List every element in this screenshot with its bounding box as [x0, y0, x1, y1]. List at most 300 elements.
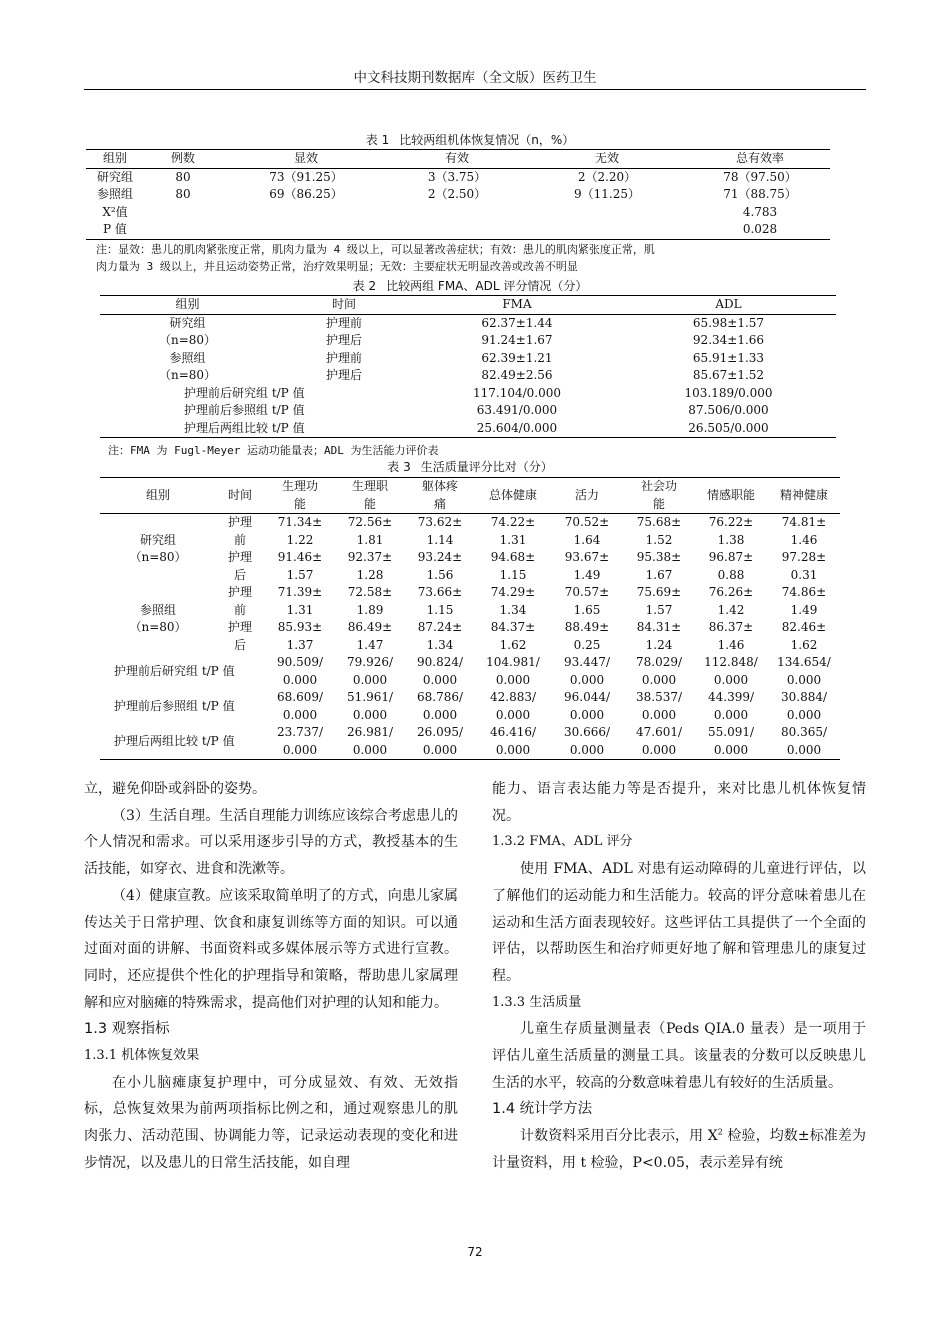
- cell-line: 0.000: [713, 742, 749, 757]
- cell-line: 96.044/: [563, 690, 611, 704]
- cell-line: 1.42: [717, 602, 745, 617]
- cell-line: 72.58±: [347, 585, 393, 599]
- left-paragraph-3: （4）健康宣教。应该采取简单明了的方式，向患儿家属传达关于日常护理、饮食和康复训练等方面的知识。可以通过面对面的讲解、书面资料或多媒体展示等方式进行宣教。同时，还应提供个性化的护理指导和策略，帮助患儿家属理解和应对脑瘫的特殊需求，提高他们对护理的认知和能力。: [84, 887, 458, 1011]
- cell-line: 74.29±: [490, 585, 536, 599]
- table3-header-row: [100, 478, 840, 514]
- table2-note: 注：FMA 为 Fugl-Meyer 运动功能量表；ADL 为生活能力评价表: [108, 444, 439, 457]
- cell-line: 93.67±: [564, 550, 610, 564]
- cell-line: 1.57: [645, 602, 673, 617]
- cell-line: 1.34: [426, 637, 454, 652]
- table3-cell: [264, 689, 336, 724]
- cell-line: 0.000: [641, 672, 677, 687]
- table3-cell: [768, 549, 840, 584]
- table3-group-cell: [100, 584, 216, 654]
- cell-line: 1.24: [645, 637, 673, 652]
- table3-caption-no: 表 3: [387, 460, 411, 474]
- table3-stat-label: 护理后两组比较 t/P 值: [100, 724, 264, 760]
- table2-stat-row: [100, 385, 836, 403]
- table1-cell: 69（86.25）: [269, 187, 343, 201]
- table2-cell: （n=80）: [158, 333, 217, 348]
- cell-line: 90.824/: [416, 655, 464, 669]
- table3-cell: [404, 619, 476, 654]
- cell-line: 前: [233, 532, 246, 547]
- table2-header-row: [100, 296, 836, 315]
- cell-line: 90.509/: [276, 655, 324, 669]
- cell-line: 74.86±: [781, 585, 827, 599]
- cell-line: 0.000: [786, 742, 822, 757]
- cell-line: 护理: [227, 620, 252, 634]
- cell-line: 71.34±: [277, 515, 323, 529]
- cell-line: 能: [652, 496, 665, 511]
- table3-time-cell: [216, 514, 264, 550]
- cell-line: 0.000: [282, 742, 318, 757]
- table1-note-line2: 肉力量为 3 级以上，并且运动姿势正常，治疗效果明显；无效：主要症状无明显改善或改善不明显: [96, 260, 578, 273]
- table2-cell: 65.98±1.57: [692, 315, 765, 330]
- cell-line: 104.981/: [486, 655, 540, 669]
- subsection-heading-1-3-3: 1.3.3 生活质量: [492, 994, 582, 1010]
- cell-line: 1.31: [499, 532, 527, 547]
- table1-cell: [524, 204, 690, 222]
- table2-cell: 26.505/0.000: [621, 420, 836, 438]
- table3-cell: [336, 514, 404, 550]
- table3-cell: [476, 724, 550, 760]
- table3-cell: [550, 584, 624, 619]
- cell-line: 1.31: [286, 602, 314, 617]
- table3-cell: [476, 549, 550, 584]
- table3-header-cell: 总体健康: [476, 478, 550, 514]
- table3-cell: [336, 619, 404, 654]
- cell-line: 护理: [227, 585, 252, 599]
- table3-caption-text: 生活质量评分比对（分）: [420, 460, 553, 474]
- table3-cell: [624, 689, 694, 724]
- table2-cell: 护理后: [325, 333, 362, 348]
- cell-line: 68.609/: [276, 690, 324, 704]
- table1-cell: 80: [175, 187, 191, 201]
- cell-line: 46.416/: [489, 725, 537, 739]
- table1-cell: 2（2.20）: [577, 169, 637, 184]
- cell-line: 1.56: [426, 567, 454, 582]
- table3-cell: [624, 619, 694, 654]
- table2-cell: 91.24±1.67: [481, 333, 553, 348]
- table3-cell: [550, 689, 624, 724]
- table3-cell: [476, 654, 550, 689]
- cell-line: 93.447/: [563, 655, 611, 669]
- table3-cell: [768, 584, 840, 619]
- table3-cell: [404, 549, 476, 584]
- table3-cell: [476, 514, 550, 550]
- cell-line: 1.52: [645, 532, 673, 547]
- table2-header-cell: 组别: [100, 296, 275, 315]
- cell-line: 30.884/: [780, 690, 828, 704]
- table3-cell: [624, 549, 694, 584]
- table1-header-cell: 有效: [390, 150, 524, 169]
- table1-note-line1: 注：显效：患儿的肌肉紧张度正常，肌肉力量为 4 级以上，可以显著改善症状；有效：患儿的肌肉紧张度正常，肌: [96, 243, 655, 256]
- table3-cell: [550, 724, 624, 760]
- cell-line: 1.67: [645, 567, 673, 582]
- cell-line: 70.57±: [564, 585, 610, 599]
- table2-cell: 92.34±1.66: [692, 333, 765, 348]
- cell-line: 护理: [227, 550, 252, 564]
- left-paragraph-1: 立，避免仰卧或斜卧的姿势。: [84, 781, 266, 797]
- chi-square-superscript: 2: [717, 1127, 723, 1137]
- right-paragraph-4-part-b: 检验，均数±标准差为计量资料，用 t 检验，P<0.05，表示差异有统: [492, 1128, 866, 1171]
- table3-time-cell: [216, 584, 264, 619]
- table1-cell: [222, 204, 390, 222]
- cell-line: 0.000: [569, 742, 605, 757]
- cell-line: 85.93±: [277, 620, 323, 634]
- running-header: 中文科技期刊数据库（全文版）医药卫生: [353, 70, 597, 86]
- table3-cell: [264, 619, 336, 654]
- table1-body: [86, 150, 830, 240]
- table3-cell: [694, 619, 768, 654]
- cell-line: 0.88: [717, 567, 745, 582]
- table3-cell: [336, 654, 404, 689]
- cell-line: 能: [363, 496, 376, 511]
- cell-line: 0.000: [569, 672, 605, 687]
- cell-line: 75.68±: [636, 515, 682, 529]
- table3-cell: [624, 584, 694, 619]
- cell-line: （n=80）: [129, 620, 187, 634]
- cell-line: 1.49: [790, 602, 818, 617]
- cell-line: 社会功: [640, 479, 677, 493]
- cell-line: 26.981/: [346, 725, 394, 739]
- cell-line: 75.69±: [636, 585, 682, 599]
- table2-cell: （n=80）: [158, 368, 217, 383]
- table1-cell: 78（97.50）: [723, 169, 797, 184]
- table3-row: [100, 514, 840, 550]
- table3-caption: [84, 458, 866, 475]
- cell-line: 95.38±: [636, 550, 682, 564]
- table2-cell: 研究组: [169, 315, 206, 330]
- cell-line: 0.000: [282, 707, 318, 722]
- table1-header-row: [86, 150, 830, 169]
- cell-line: 30.666/: [563, 725, 611, 739]
- cell-line: 70.52±: [564, 515, 610, 529]
- table3-cell: [404, 724, 476, 760]
- cell-line: 后: [233, 567, 246, 582]
- cell-line: 0.000: [352, 742, 388, 757]
- cell-line: 92.37±: [347, 550, 393, 564]
- cell-line: 76.26±: [708, 585, 754, 599]
- cell-line: 112.848/: [704, 655, 758, 669]
- table1-cell: 参照组: [96, 187, 133, 201]
- cell-line: 前: [233, 602, 246, 617]
- right-column: [492, 776, 866, 1177]
- cell-line: 1.47: [356, 637, 384, 652]
- cell-line: 0.000: [495, 707, 531, 722]
- table1-cell: [390, 221, 524, 239]
- cell-line: 38.537/: [635, 690, 683, 704]
- cell-line: 76.22±: [708, 515, 754, 529]
- table1-cell: 9（11.25）: [574, 187, 640, 201]
- subsection-heading-1-3-2: 1.3.2 FMA、ADL 评分: [492, 834, 633, 850]
- table1-cell: X²值: [102, 204, 128, 219]
- cell-line: 1.15: [426, 602, 454, 617]
- table2-cell: 117.104/0.000: [472, 385, 562, 400]
- table1-note: [96, 241, 856, 275]
- cell-line: 1.57: [286, 567, 314, 582]
- cell-line: 参照组: [139, 602, 176, 617]
- table2-cell: 25.604/0.000: [413, 420, 621, 438]
- cell-line: 82.46±: [781, 620, 827, 634]
- table2-row: [100, 332, 836, 350]
- table1-cell: P 值: [86, 221, 144, 239]
- cell-line: 84.37±: [490, 620, 536, 634]
- cell-line: 55.091/: [707, 725, 755, 739]
- cell-line: 0.000: [352, 672, 388, 687]
- left-paragraph-2: （3）生活自理。生活自理能力训练应该综合考虑患儿的个人情况和需求。可以采用逐步引导的方式，教授基本的生活技能，如穿衣、进食和洗漱等。: [84, 807, 458, 878]
- table3-header-group: 组别: [100, 478, 216, 514]
- table3-cell: [768, 514, 840, 550]
- table2-caption-text: 比较两组 FMA、ADL 评分情况（分）: [386, 279, 588, 293]
- cell-line: 88.49±: [564, 620, 610, 634]
- table2-cell: 护理前: [325, 350, 362, 365]
- table3-cell: [264, 654, 336, 689]
- table1-cell: 80: [175, 169, 191, 184]
- table1-header-cell: 显效: [222, 150, 390, 169]
- table3-cell: [694, 724, 768, 760]
- table3-cell: [768, 724, 840, 760]
- table3-cell: [476, 619, 550, 654]
- table3-cell: [404, 654, 476, 689]
- cell-line: 87.24±: [417, 620, 463, 634]
- table2-row: [100, 314, 836, 332]
- table3-header-cell: 精神健康: [768, 478, 840, 514]
- cell-line: 1.89: [356, 602, 384, 617]
- table3-time-cell: [216, 549, 264, 584]
- table2-row: [100, 350, 836, 368]
- table3-cell: [768, 654, 840, 689]
- table1-row: [86, 186, 830, 204]
- table1-cell: 2（2.50）: [427, 187, 487, 201]
- cell-line: 79.926/: [346, 655, 394, 669]
- table3-cell: [550, 654, 624, 689]
- cell-line: 23.737/: [276, 725, 324, 739]
- table3-cell: [264, 514, 336, 550]
- table1-header-cell: 组别: [86, 150, 144, 169]
- cell-line: 74.81±: [781, 515, 827, 529]
- table2-cell: 参照组: [169, 350, 206, 365]
- cell-line: 0.25: [573, 637, 601, 652]
- table3-header-cell: [404, 478, 476, 514]
- table1-cell: 3（3.75）: [427, 169, 487, 184]
- table2: [100, 295, 836, 438]
- cell-line: 1.46: [717, 637, 745, 652]
- cell-line: 134.654/: [777, 655, 831, 669]
- cell-line: 护理: [227, 515, 252, 529]
- cell-line: 26.095/: [416, 725, 464, 739]
- table3-cell: [404, 584, 476, 619]
- cell-line: 93.24±: [417, 550, 463, 564]
- table2-cell: 82.49±2.56: [481, 368, 553, 383]
- table3-cell: [476, 584, 550, 619]
- table3-cell: [336, 549, 404, 584]
- cell-line: 0.31: [790, 567, 818, 582]
- table1-cell: 73（91.25）: [269, 169, 343, 184]
- table1: [86, 149, 830, 240]
- table2-stat-label: 护理前后参照组 t/P 值: [184, 403, 305, 418]
- table3-header-cell: 活力: [550, 478, 624, 514]
- table2-stat-label: 护理前后研究组 t/P 值: [184, 385, 305, 400]
- table3-cell: [624, 514, 694, 550]
- table3-cell: [694, 549, 768, 584]
- cell-line: 94.68±: [490, 550, 536, 564]
- table3-header-cell: [624, 478, 694, 514]
- cell-line: 0.000: [422, 672, 458, 687]
- cell-line: 1.15: [499, 567, 527, 582]
- table2-cell: 87.506/0.000: [688, 403, 769, 418]
- section-heading-1-4: 1.4 统计学方法: [492, 1101, 593, 1118]
- table3-cell: [264, 724, 336, 760]
- cell-line: 0.000: [786, 672, 822, 687]
- table3-cell: [768, 619, 840, 654]
- cell-line: 躯体疼: [421, 479, 458, 493]
- cell-line: 0.000: [713, 672, 749, 687]
- table3-header-time: 时间: [216, 478, 264, 514]
- table3-cell: [768, 689, 840, 724]
- cell-line: 0.000: [569, 707, 605, 722]
- table1-row: [86, 221, 830, 239]
- table3-cell: [694, 689, 768, 724]
- table3-time-cell: [216, 619, 264, 654]
- table2-row: [100, 367, 836, 385]
- cell-line: 生理功: [281, 479, 318, 493]
- table1-cell: 0.028: [690, 221, 830, 239]
- table3-cell: [694, 584, 768, 619]
- table3-cell: [550, 549, 624, 584]
- right-paragraph-2: 使用 FMA、ADL 对患有运动障碍的儿童进行评估，以了解他们的运动能力和生活能力。较高的评分意味着患儿在运动和生活方面表现较好。这些评估工具提供了一个全面的评估，以帮助医生和治疗师更好地了解和管理患儿的康复过程。: [492, 861, 866, 984]
- cell-line: 1.46: [790, 532, 818, 547]
- cell-line: 80.365/: [780, 725, 828, 739]
- cell-line: 0.000: [495, 742, 531, 757]
- cell-line: 0.000: [713, 707, 749, 722]
- cell-line: 47.601/: [635, 725, 683, 739]
- table3-group-cell: [100, 514, 216, 585]
- cell-line: 0.000: [282, 672, 318, 687]
- table3-cell: [624, 654, 694, 689]
- cell-line: 0.000: [786, 707, 822, 722]
- table3-cell: [476, 689, 550, 724]
- cell-line: 0.000: [352, 707, 388, 722]
- table3-cell: [694, 654, 768, 689]
- cell-line: 96.87±: [708, 550, 754, 564]
- cell-line: 73.66±: [417, 585, 463, 599]
- table2-stat-label: 护理后两组比较 t/P 值: [100, 420, 413, 438]
- cell-line: 1.14: [426, 532, 454, 547]
- left-column: [84, 776, 458, 1177]
- cell-line: 0.000: [641, 707, 677, 722]
- cell-line: （n=80）: [129, 550, 187, 564]
- table2-cell: 63.491/0.000: [476, 403, 558, 418]
- table1-row: [86, 168, 830, 186]
- cell-line: 84.31±: [636, 620, 682, 634]
- table2-header-cell: 时间: [275, 296, 413, 315]
- cell-line: 1.81: [356, 532, 384, 547]
- table3-stat-row: [100, 654, 840, 689]
- right-paragraph-1: 能力、语言表达能力等是否提升，来对比患儿机体恢复情况。: [492, 781, 866, 824]
- table3-cell: [624, 724, 694, 760]
- table1-header-cell: 无效: [524, 150, 690, 169]
- table2-cell: 62.37±1.44: [481, 315, 553, 330]
- table3-row: [100, 584, 840, 619]
- table1-cell: [144, 204, 222, 222]
- table2-cell: 护理前: [325, 315, 362, 330]
- cell-line: 51.961/: [346, 690, 394, 704]
- right-paragraph-4: [492, 1123, 866, 1176]
- table3-stat-row: [100, 689, 840, 724]
- cell-line: 42.883/: [489, 690, 537, 704]
- cell-line: 1.64: [573, 532, 601, 547]
- cell-line: 86.49±: [347, 620, 393, 634]
- cell-line: 74.22±: [490, 515, 536, 529]
- table3-header-cell: [264, 478, 336, 514]
- table2-cell: 85.67±1.52: [692, 368, 765, 383]
- table3-cell: [264, 549, 336, 584]
- cell-line: 1.28: [356, 567, 384, 582]
- section-heading-1-3: 1.3 观察指标: [84, 1021, 170, 1038]
- cell-line: 73.62±: [417, 515, 463, 529]
- table2-header-cell: FMA: [413, 296, 621, 315]
- table2-cell: 65.91±1.33: [692, 350, 765, 365]
- cell-line: 91.46±: [277, 550, 323, 564]
- cell-line: 0.000: [641, 742, 677, 757]
- cell-line: 78.029/: [635, 655, 683, 669]
- table3-stat-label: 护理前后参照组 t/P 值: [114, 698, 235, 713]
- cell-line: 生理职: [351, 479, 388, 493]
- cell-line: 1.22: [286, 532, 314, 547]
- table1-caption-text: 比较两组机体恢复情况（n，%）: [399, 133, 575, 147]
- table2-cell: 62.39±1.21: [481, 350, 553, 365]
- table2-body: [100, 296, 836, 438]
- table3-cell: [336, 584, 404, 619]
- cell-line: 1.34: [499, 602, 527, 617]
- cell-line: 0.000: [422, 742, 458, 757]
- table1-cell: [222, 221, 390, 239]
- cell-line: 1.37: [286, 637, 314, 652]
- cell-line: 72.56±: [347, 515, 393, 529]
- table2-cell: 护理后: [325, 368, 362, 383]
- table1-row: [86, 204, 830, 222]
- table2-stat-row: [100, 402, 836, 420]
- table2-cell: 103.189/0.000: [684, 385, 773, 400]
- page-number: 72: [467, 1245, 483, 1259]
- cell-line: 1.65: [573, 602, 601, 617]
- right-paragraph-3: 儿童生存质量测量表（Peds QIA.0 量表）是一项用于评估儿童生活质量的测量工具。该量表的分数可以反映患儿生活的水平，较高的分数意味着患儿有较好的生活质量。: [492, 1021, 866, 1091]
- table3-header-cell: [336, 478, 404, 514]
- table3-cell: [694, 514, 768, 550]
- cell-line: 68.786/: [416, 690, 464, 704]
- subsection-heading-1-3-1: 1.3.1 机体恢复效果: [84, 1048, 200, 1064]
- table2-caption: [84, 277, 866, 294]
- table3-body: [100, 478, 840, 760]
- left-paragraph-4: 在小儿脑瘫康复护理中，可分成显效、有效、无效指标，总恢复效果为前两项指标比例之和，通过观察患儿的肌肉张力、活动范围、协调能力等，记录运动表现的变化和进步情况，以及患儿的日常生活技能，如自理: [84, 1074, 458, 1171]
- table1-cell: [524, 221, 690, 239]
- cell-line: 0.000: [422, 707, 458, 722]
- table1-caption-no: 表 1: [365, 133, 390, 147]
- cell-line: 后: [233, 637, 246, 652]
- table3-cell: [404, 514, 476, 550]
- table1-cell: 71（88.75）: [723, 187, 797, 201]
- cell-line: 71.39±: [277, 585, 323, 599]
- table1-caption: [84, 131, 866, 148]
- table1-cell: 研究组: [96, 169, 133, 184]
- table3: [100, 477, 840, 760]
- cell-line: 1.62: [499, 637, 527, 652]
- cell-line: 1.62: [790, 637, 818, 652]
- cell-line: 86.37±: [708, 620, 754, 634]
- cell-line: 研究组: [139, 532, 176, 547]
- table1-header-cell: 总有效率: [690, 150, 830, 169]
